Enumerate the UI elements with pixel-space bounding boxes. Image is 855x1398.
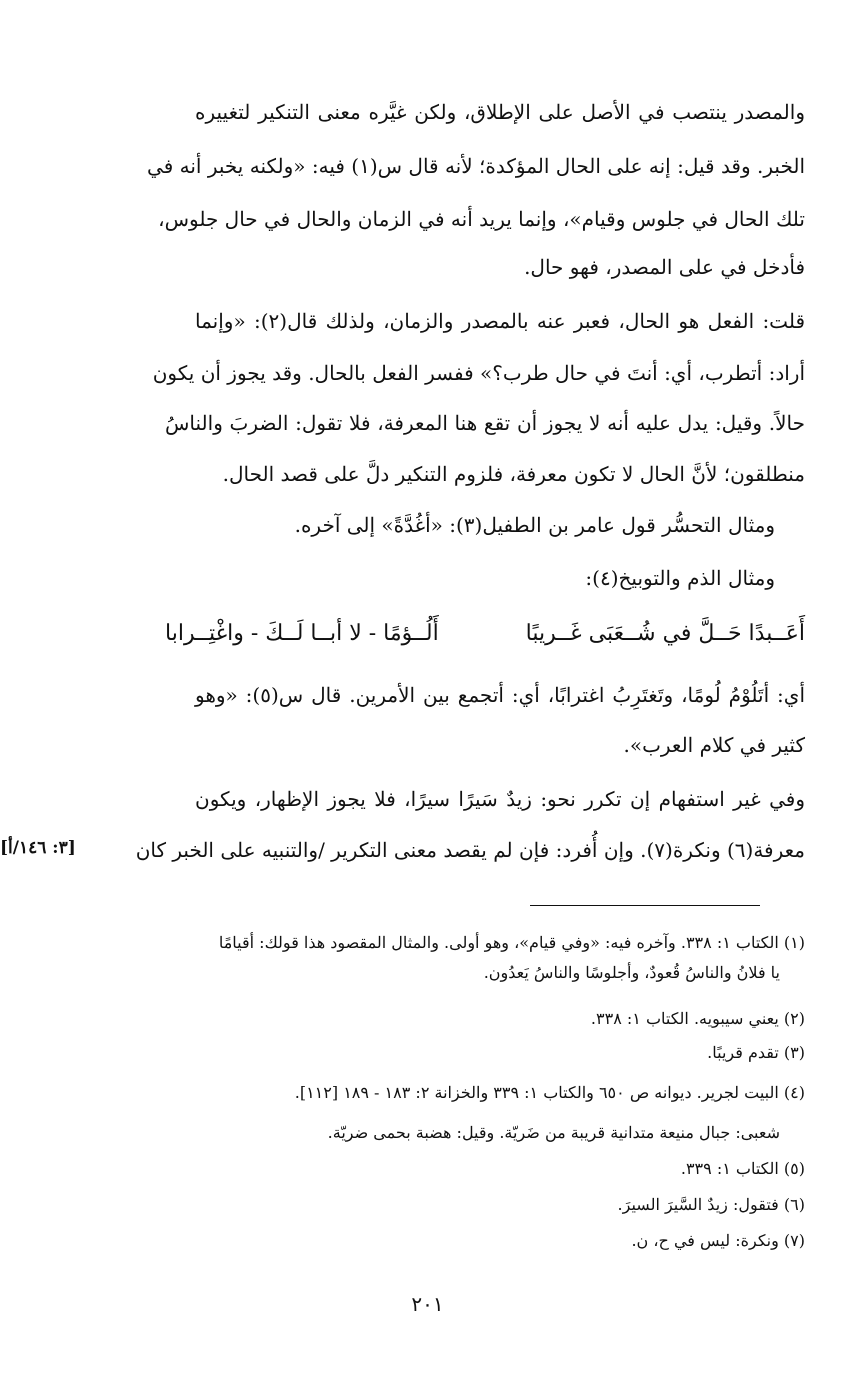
footnote-separator [530, 905, 760, 906]
poem-verse [165, 617, 805, 651]
body-line: حالاً. وقيل: يدل عليه أنه لا يجوز أن تقع هنا المعرفة، فلا تقول: الضربَ والناسُ [165, 411, 805, 435]
footnote: (٣) تقدم قريبًا. [707, 1043, 805, 1062]
footnote: (٥) الكتاب ١: ٣٣٩. [680, 1159, 805, 1178]
footnote: (٦) فتقول: زيدٌ السَّيرَ السيرَ. [617, 1195, 805, 1214]
page-number: ٢٠١ [411, 1292, 444, 1316]
verse-hemistich-second: أَلُــؤمًا - لا أبــا لَــكَ - واغْتِــرابا [165, 621, 439, 646]
body-line: أراد: أتطرب، أي: أنتَ في حال طرب؟» ففسر الفعل بالحال. وقد يجوز أن يكون [152, 361, 805, 385]
body-line: أي: أتَلُوْمُ لُومًا، وتَغتَرِبُ اغترابًا، أي: أتجمع بين الأمرين. قال س(٥): «وهو [195, 683, 806, 707]
footnote: (٢) يعني سيبويه. الكتاب ١: ٣٣٨. [590, 1009, 805, 1028]
body-line: والمصدر ينتصب في الأصل على الإطلاق، ولكن غيَّره معنى التنكير لتغييره [195, 100, 805, 124]
margin-manuscript-reference: [٣: ١٤٦/أ] [0, 838, 76, 858]
body-line: قلت: الفعل هو الحال، فعبر عنه بالمصدر والزمان، ولذلك قال(٢): «وإنما [195, 309, 805, 333]
body-line: تلك الحال في جلوس وقيام»، وإنما يريد أنه في الزمان والحال في حال جلوس، [158, 207, 805, 231]
body-line: فأدخل في على المصدر، فهو حال. [524, 255, 805, 279]
footnote-continuation: يا فلانُ والناسُ قُعودٌ، وأجلوسًا والناسُ يَعدُون. [483, 963, 780, 982]
verse-hemistich-first: أَعَــبدًا حَــلَّ في شُــعَبَى غَــريبًا [525, 621, 805, 646]
body-line: منطلقون؛ لأنَّ الحال لا تكون معرفة، فلزوم التنكير دلَّ على قصد الحال. [222, 462, 805, 486]
body-line: معرفة(٦) ونكرة(٧). وإن أُفرد: فإن لم يقصد معنى التكرير /والتنبيه على الخبر كان [135, 838, 805, 862]
body-line: وفي غير استفهام إن تكرر نحو: زيدٌ سَيرًا سيرًا، فلا يجوز الإظهار، ويكون [195, 787, 805, 811]
body-line: ومثال الذم والتوبيخ(٤): [585, 566, 775, 590]
footnote: (٤) البيت لجرير. ديوانه ص ٦٥٠ والكتاب ١: ٣٣٩ والخزانة ٢: ١٨٣ - ١٨٩ [١١٢]. [294, 1083, 805, 1102]
body-line: ومثال التحسُّر قول عامر بن الطفيل(٣): «أغُدَّةً» إلى آخره. [294, 513, 775, 537]
footnote: (٧) ونكرة: ليس في ح، ن. [631, 1231, 805, 1250]
body-line: كثير في كلام العرب». [623, 733, 805, 757]
footnote-continuation: شعبى: جبال منيعة متدانية قريبة من ضَريّة. وقيل: هضبة بحمى ضريّة. [327, 1123, 780, 1142]
body-line: الخبر. وقد قيل: إنه على الحال المؤكدة؛ لأنه قال س(١) فيه: «ولكنه يخبر أنه في [147, 154, 805, 178]
footnote: (١) الكتاب ١: ٣٣٨. وآخره فيه: «وفي قيام»، وهو أولى. والمثال المقصود هذا قولك: أقيامًا [218, 933, 805, 952]
